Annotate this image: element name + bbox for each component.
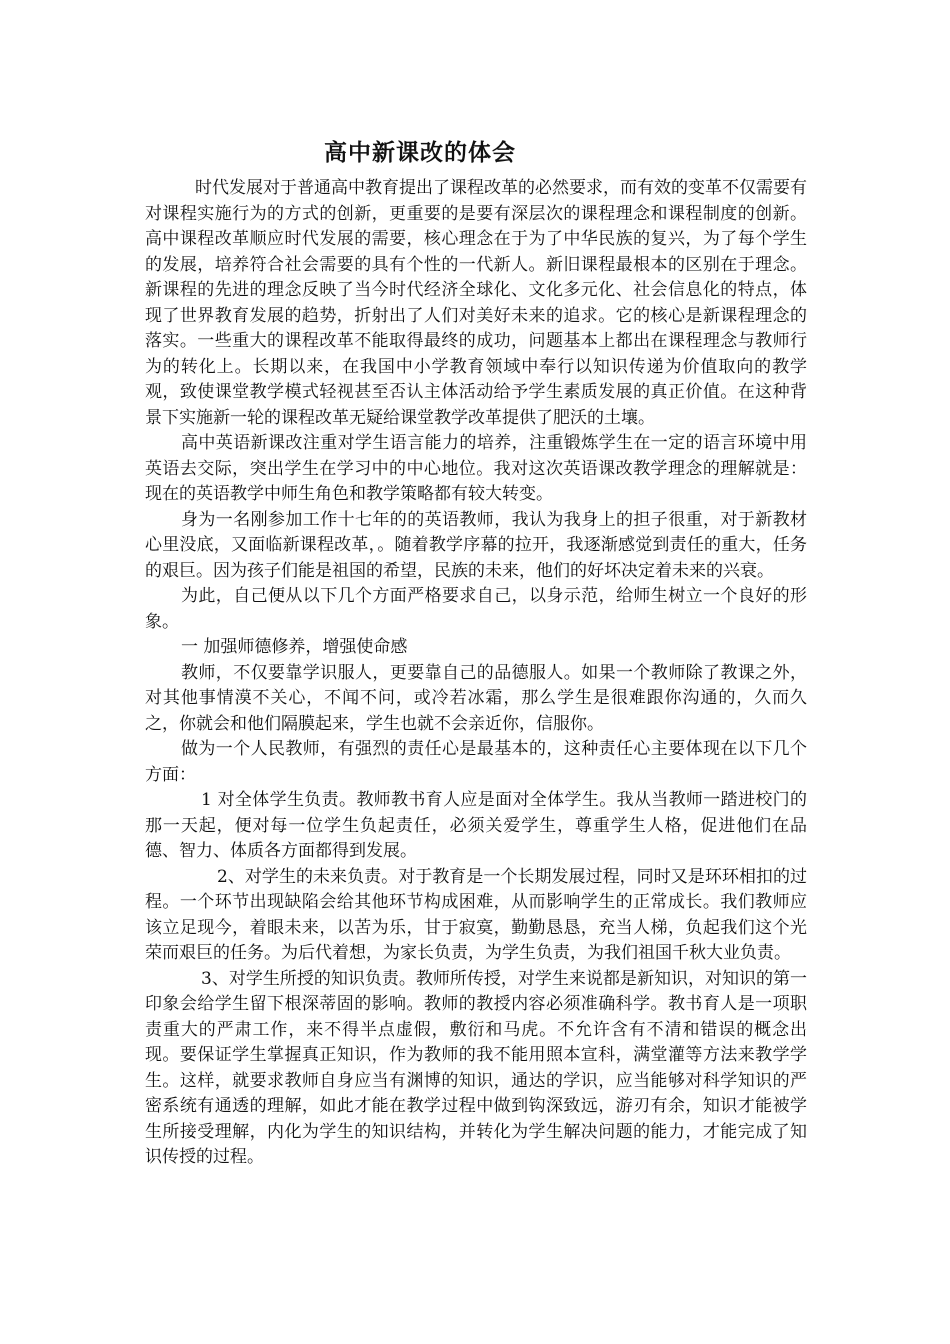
paragraph-self-requirements: 为此，自己便从以下几个方面严格要求自己，以身示范，给师生树立一个良好的形象。: [145, 586, 807, 632]
paragraph-teacher-role: 身为一名刚参加工作十七年的的英语教师，我认为我身上的担子很重，对于新教材心里没底，又面临新课程改革，。随着教学序幕的拉开，我逐渐感觉到责任的重大，任务的艰巨。因为孩子们能是祖国的希望，民族的未来，他们的好坏决定着未来的兴衰。: [145, 509, 807, 581]
section-heading-ethics: 一 加强师德修养，增强使命感: [181, 637, 408, 657]
paragraph-teacher-virtue: 教师，不仅要靠学识服人，更要靠自己的品德服人。如果一个教师除了教课之外，对其他事情漠不关心，不闻不问，或冷若冰霜，那么学生是很难跟你沟通的，久而久之，你就会和他们隔膜起来，学生也就不会亲近你，信服你。: [145, 662, 807, 734]
list-item-responsibility-2: 2、对学生的未来负责。对于教育是一个长期发展过程，同时又是环环相扣的过程。一个环节出现缺陷会给其他环节构成困难，从而影响学生的正常成长。我们教师应该立足现今，着眼未来，以苦为乐，甘于寂寞，勤勤恳恳，充当人梯，负起我们这个光荣而艰巨的任务。为后代着想，为家长负责，为学生负责，为我们祖国千秋大业负责。: [145, 866, 807, 963]
list-item-responsibility-3: 3、对学生所授的知识负责。教师所传授，对学生来说都是新知识，对知识的第一印象会给学生留下根深蒂固的影响。教师的教授内容必须准确科学。教书育人是一项职责重大的严肃工作，来不得半点虚假，敷衍和马虎。不允许含有不清和错误的概念出现。要保证学生掌握真正知识，作为教师的我不能用照本宣科，满堂灌等方法来教学学生。这样，就要求教师自身应当有渊博的知识，通达的学识，应当能够对科学知识的严密系统有通透的理解，如此才能在教学过程中做到钩深致远，游刃有余，知识才能被学生所接受理解，内化为学生的知识结构，并转化为学生解决问题的能力，才能完成了知识传授的过程。: [145, 968, 807, 1167]
paragraph-english-reform: 高中英语新课改注重对学生语言能力的培养，注重锻炼学生在一定的语言环境中用英语去交际，突出学生在学习中的中心地位。我对这次英语课改教学理念的理解就是：现在的英语教学中师生角色和教学策略都有较大转变。: [145, 433, 807, 504]
document-body: [145, 176, 807, 1171]
paragraph-responsibility: 做为一个人民教师，有强烈的责任心是最基本的，这种责任心主要体现在以下几个方面：: [145, 739, 807, 785]
list-item-responsibility-1: 1 对全体学生负责。教师教书育人应是面对全体学生。我从当教师一踏进校门的那一天起，便对每一位学生负起责任，必须关爱学生，尊重学生人格，促进他们在品德、智力、体质各方面都得到发展。: [145, 790, 807, 861]
paragraph-intro: 时代发展对于普通高中教育提出了课程改革的必然要求，而有效的变革不仅需要有对课程实施行为的方式的创新，更重要的是要有深层次的课程理念和课程制度的创新。高中课程改革顺应时代发展的需要，核心理念在于为了中华民族的复兴，为了每个学生的发展，培养符合社会需要的具有个性的一代新人。新旧课程最根本的区别在于理念。新课程的先进的理念反映了当今时代经济全球化、文化多元化、社会信息化的特点，体现了世界教育发展的趋势，折射出了人们对美好未来的追求。它的核心是新课程理念的落实。一些重大的课程改革不能取得最终的成功，问题基本上都出在课程理念与教师行为的转化上。长期以来，在我国中小学教育领域中奉行以知识传递为价值取向的教学观，致使课堂教学模式轻视甚至否认主体活动给予学生素质发展的真正价值。在这种背景下实施新一轮的课程改革无疑给课堂教学改革提供了肥沃的土壤。: [145, 178, 807, 428]
document-title: 高中新课改的体会: [324, 139, 516, 166]
